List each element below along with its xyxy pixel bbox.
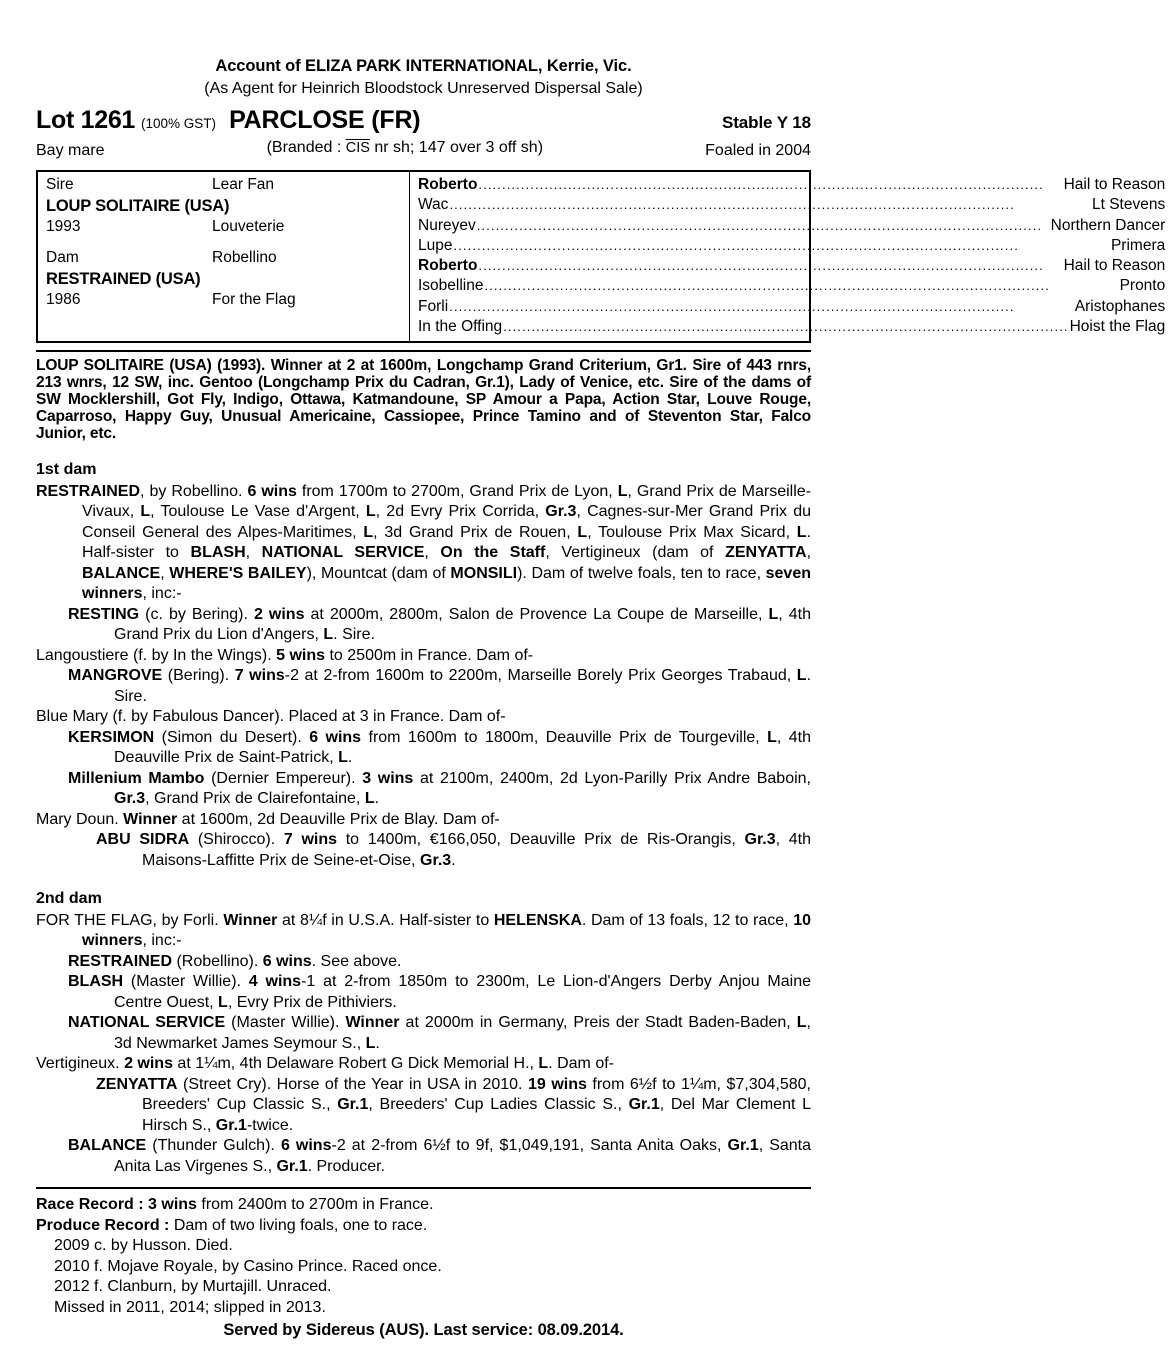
entry-text: , inc:- xyxy=(142,585,182,603)
dam-role-label: Dam xyxy=(46,249,79,266)
entry-text: (Bering). xyxy=(162,667,235,685)
entry-emphasis: RESTRAINED xyxy=(68,952,173,970)
entry-text: , by Robellino. xyxy=(140,482,248,500)
foal-line: 2010 f. Mojave Royale, by Casino Prince. Raced once. xyxy=(54,1257,442,1275)
brand-mark: $\overline{CIS}$ xyxy=(345,140,370,156)
entry-emphasis: ABU SIDRA xyxy=(96,831,190,849)
brand-prefix: (Branded : xyxy=(266,139,346,156)
entry-emphasis: L xyxy=(796,667,807,685)
entry-text: at 2000m in Germany, Preis der Stadt Baden-Baden, xyxy=(399,1014,797,1032)
pedigree-thirdgen-row xyxy=(418,216,1165,236)
entry-text: . xyxy=(347,749,353,767)
entry-emphasis: Gr.1 xyxy=(727,1137,759,1155)
dot-leader: ........................................................................................................................ xyxy=(449,298,1015,314)
pedigree-entry xyxy=(36,830,811,871)
lot-identity xyxy=(36,106,420,135)
thirdgen-sire-name: Lupe xyxy=(418,236,453,254)
pedigree-entry xyxy=(36,972,811,1013)
entry-text: . Dam of- xyxy=(548,1055,614,1073)
entry-emphasis: WHERE'S BAILEY xyxy=(169,564,307,582)
entry-text: , xyxy=(245,544,262,562)
entry-text: , xyxy=(806,544,812,562)
entry-emphasis: ZENYATTA xyxy=(96,1075,178,1093)
dot-leader: ........................................................................................................................ xyxy=(449,197,1015,213)
entry-text: at 1600m, 2d Deauville Prix de Blay. Dam of- xyxy=(177,810,500,828)
first-dam-body xyxy=(36,482,811,872)
entry-text: to 2500m in France. Dam of- xyxy=(325,646,534,664)
pedigree-entry xyxy=(36,728,811,769)
pedigree-entry xyxy=(36,1054,811,1075)
entry-text: Vertigineux. xyxy=(36,1055,125,1073)
pedigree-parents-column xyxy=(38,172,410,341)
entry-emphasis: L xyxy=(363,523,374,541)
entry-text: , 2d Evry Prix Corrida, xyxy=(375,503,546,521)
produce-record-label: Produce Record : xyxy=(36,1216,174,1234)
entry-text: . Sire. xyxy=(333,626,375,644)
entry-text: (Master Willie). xyxy=(225,1014,346,1032)
thirdgen-sire-name: Nureyev xyxy=(418,216,476,234)
entry-emphasis: L xyxy=(767,728,777,746)
thirdgen-dam-name: Northern Dancer xyxy=(1050,216,1166,234)
entry-text: -2 at 2-from 6½f to 9f, $1,049,191, Santa Anita Oaks, xyxy=(331,1137,728,1155)
entry-text: , Santa Anita Las Virgenes S., xyxy=(114,1137,812,1175)
sire-year: 1993 xyxy=(46,217,81,235)
foaled-year: Foaled in 2004 xyxy=(705,142,811,159)
pedigree-entry xyxy=(36,1136,811,1177)
entry-text: from 1600m to 1800m, Deauville Prix de Tourgeville, xyxy=(361,728,768,746)
entry-text: -twice. xyxy=(246,1116,294,1134)
dam-name: RESTRAINED (USA) xyxy=(46,269,201,288)
entry-emphasis: L xyxy=(796,523,807,541)
first-dam-heading: 1st dam xyxy=(36,461,97,479)
entry-emphasis: L xyxy=(364,790,375,808)
entry-emphasis: L xyxy=(338,749,348,767)
entry-emphasis: HELENSKA xyxy=(493,911,582,929)
entry-emphasis: L xyxy=(323,626,334,644)
dam-grandsire: Robellino xyxy=(212,249,277,266)
entry-emphasis: L xyxy=(218,993,228,1011)
entry-emphasis: 6 wins xyxy=(280,1137,332,1155)
entry-text: . Dam of 13 foals, 12 to race, xyxy=(581,911,794,929)
entry-emphasis: 6 wins xyxy=(247,482,297,500)
pedigree-thirdgen-row xyxy=(418,175,1165,195)
entry-text: ). Dam of twelve foals, ten to race, xyxy=(517,564,766,582)
entry-emphasis: 6 wins xyxy=(309,728,362,746)
entry-emphasis: Gr.3 xyxy=(114,790,146,808)
entry-text: , Vertigineux (dam of xyxy=(545,544,726,562)
produce-record-detail: Dam of two living foals, one to race. xyxy=(173,1216,428,1234)
pedigree-thirdgen-row xyxy=(418,195,1165,215)
entry-text: at 2100m, 2400m, 2d Lyon-Parilly Prix Andre Baboin, xyxy=(413,769,811,787)
pedigree-narrative xyxy=(36,460,811,1177)
dam-block xyxy=(46,248,409,310)
sire-role-label: Sire xyxy=(46,176,74,193)
pedigree-entry xyxy=(36,605,811,646)
entry-emphasis: Gr.3 xyxy=(420,851,452,869)
entry-text: -1 at 2-from 1850m to 2300m, Le Lion-d'Angers Derby Anjou Maine Centre Ouest, xyxy=(114,973,812,1011)
dam-role-line xyxy=(46,248,409,269)
pedigree-entry xyxy=(36,911,811,952)
entry-emphasis: L xyxy=(365,503,376,521)
entry-text: (Master Willie). xyxy=(123,973,249,991)
entry-text: . Producer. xyxy=(307,1157,385,1175)
entry-text: (Thunder Gulch). xyxy=(146,1137,281,1155)
sire-year-line xyxy=(46,217,409,238)
pedigree-spacer xyxy=(46,237,409,248)
entry-text: Langoustiere (f. by In the Wings). xyxy=(36,646,277,664)
entry-text: to 1400m, €166,050, Deauville Prix de Ris-Orangis, xyxy=(337,831,745,849)
produce-record-line xyxy=(36,1216,811,1237)
entry-text: (Shirocco). xyxy=(189,831,284,849)
served-line: Served by Sidereus (AUS). Last service: 08.09.2014. xyxy=(223,1321,624,1340)
entry-text: Blue Mary (f. by Fabulous Dancer). Placed at 3 in France. Dam of- xyxy=(36,708,506,726)
entry-emphasis: L xyxy=(140,503,151,521)
entry-emphasis: L xyxy=(365,1034,376,1052)
entry-emphasis: 3 wins xyxy=(362,769,414,787)
gst-note: (100% GST) xyxy=(141,116,217,131)
dam-year-line xyxy=(46,290,409,311)
thirdgen-sire-name: Isobelline xyxy=(418,277,484,295)
entry-text: . Half-sister to xyxy=(82,523,812,562)
entry-text: (Dernier Empereur). xyxy=(204,769,363,787)
entry-text: . See above. xyxy=(311,952,402,970)
pedigree-thirdgen-row xyxy=(418,276,1165,296)
thirdgen-dam-name: Aristophanes xyxy=(1074,297,1166,315)
pedigree-thirdgen-row xyxy=(418,297,1165,317)
entry-emphasis: MANGROVE xyxy=(68,667,163,685)
brand-description xyxy=(104,139,705,157)
pedigree-thirdgen-row xyxy=(418,236,1165,256)
second-dam-body xyxy=(36,911,811,1178)
entry-text: , Cagnes-sur-Mer Grand Prix du Conseil General des Alpes-Maritimes, xyxy=(82,503,812,541)
foal-line: 2009 c. by Husson. Died. xyxy=(54,1237,233,1255)
foal-list xyxy=(36,1236,811,1318)
entry-text: , 3d Grand Prix de Rouen, xyxy=(373,523,578,541)
sire-role-line xyxy=(46,175,409,196)
entry-text: -2 at 2-from 1600m to 2200m, Marseille Borely Prix Georges Trabaud, xyxy=(284,667,797,685)
entry-emphasis: MONSILI xyxy=(450,564,518,582)
entry-text: , 3d Newmarket James Seymour S., xyxy=(114,1014,811,1052)
sire-summary xyxy=(36,358,811,442)
entry-emphasis: NATIONAL SERVICE xyxy=(261,544,425,562)
records-section xyxy=(36,1195,811,1341)
entry-emphasis: Gr.3 xyxy=(744,831,776,849)
race-record-line xyxy=(36,1195,811,1216)
sire-name: LOUP SOLITAIRE (USA) xyxy=(46,196,230,215)
lot-number: Lot 1261 xyxy=(36,106,136,134)
entry-text: . xyxy=(451,851,456,869)
pedigree-entry xyxy=(36,952,811,973)
entry-emphasis: BLASH xyxy=(68,973,124,991)
dot-leader: ........................................................................................................................ xyxy=(476,217,1043,233)
entry-emphasis: NATIONAL SERVICE xyxy=(68,1014,226,1032)
entry-emphasis: Winner xyxy=(223,911,278,929)
pedigree-entry xyxy=(36,666,811,707)
entry-emphasis: L xyxy=(538,1055,549,1073)
description-row xyxy=(0,135,847,160)
entry-text: (Robellino). xyxy=(172,952,263,970)
entry-text: , inc:- xyxy=(142,932,182,950)
entry-text: FOR THE FLAG, by Forli. xyxy=(36,911,224,929)
race-record-wins: 3 wins xyxy=(148,1196,197,1214)
pedigree-thirdgen-row xyxy=(418,317,1165,337)
pedigree-entry xyxy=(36,1013,811,1054)
page-header xyxy=(0,0,847,100)
sire-summary-text: LOUP SOLITAIRE (USA) (1993). Winner at 2 at 1600m, Longchamp Grand Criterium, Gr1. Sire of 443 rnrs, 213 wnrs, 12 SW, inc. Gentoo (Longchamp Prix du Cadran, Gr.1), Lady of Venice, etc. Sire of the dams of SW Mocklershill, Got Fly, Indigo, Ottawa, Katmandoune, SP Amour a Papa, Action Star, Louve Rouge, Caparroso, Happy Guy, Unusual Americaine, Cassiopee, Prince Tamino and of Steventon Star, Falco Junior, etc. xyxy=(36,357,811,442)
brand-suffix: nr sh; 147 over 3 off sh) xyxy=(369,139,544,156)
entry-emphasis: ZENYATTA xyxy=(725,544,807,562)
entry-text: . Sire. xyxy=(114,667,812,705)
thirdgen-dam-name: Primera xyxy=(1110,236,1166,254)
entry-text: , xyxy=(424,544,441,562)
pedigree-entry xyxy=(36,646,811,667)
sire-granddam: Louveterie xyxy=(212,217,285,235)
dam-granddam: For the Flag xyxy=(212,290,296,308)
colour-sex: Bay mare xyxy=(36,142,105,159)
entry-text: . xyxy=(375,1034,380,1052)
agent-line: (As Agent for Heinrich Bloodstock Unreserved Dispersal Sale) xyxy=(204,80,643,97)
foal-line: 2012 f. Clanburn, by Murtajill. Unraced. xyxy=(54,1278,332,1296)
entry-emphasis: L xyxy=(796,1014,807,1032)
entry-text: , Toulouse Prix Max Sicard, xyxy=(587,523,797,541)
pedigree-entry xyxy=(36,482,811,605)
entry-emphasis: RESTING xyxy=(68,605,140,623)
entry-text: , Breeders' Cup Ladies Classic S., xyxy=(368,1096,629,1114)
entry-emphasis: KERSIMON xyxy=(68,728,155,746)
entry-text: at 1¼m, 4th Delaware Robert G Dick Memorial H., xyxy=(172,1055,539,1073)
divider-bottom xyxy=(36,1187,811,1189)
race-record-detail: from 2400m to 2700m in France. xyxy=(196,1196,434,1214)
thirdgen-sire-name: Roberto xyxy=(418,176,478,193)
entry-emphasis: RESTRAINED xyxy=(36,482,141,500)
entry-text: from 6½f to 1¼m, $7,304,580, Breeders' Cup Classic S., xyxy=(142,1075,811,1114)
entry-emphasis: Millenium Mambo xyxy=(68,769,205,787)
horse-name: PARCLOSE (FR) xyxy=(229,106,421,134)
thirdgen-dam-name: Hail to Reason xyxy=(1063,176,1166,193)
entry-emphasis: 10 winners xyxy=(82,911,812,950)
entry-emphasis: 2 wins xyxy=(253,605,305,623)
entry-emphasis: BLASH xyxy=(190,544,246,562)
entry-text: from 1700m to 2700m, Grand Prix de Lyon, xyxy=(296,482,618,500)
entry-emphasis: L xyxy=(768,605,779,623)
thirdgen-sire-name: In the Offing xyxy=(418,318,503,336)
account-line: Account of ELIZA PARK INTERNATIONAL, Kerrie, Vic. xyxy=(215,57,632,75)
entry-text: . xyxy=(374,790,380,808)
entry-text: at 8¼f in U.S.A. Half-sister to xyxy=(277,911,494,929)
entry-emphasis: seven winners xyxy=(82,564,811,603)
pedigree-thirdgen-row xyxy=(418,256,1165,276)
entry-emphasis: BALANCE xyxy=(68,1137,147,1155)
entry-text: , 4th Maisons-Laffitte Prix de Seine-et-Oise, xyxy=(142,831,812,869)
brand-wrap xyxy=(104,139,705,155)
entry-emphasis: Gr.1 xyxy=(337,1096,369,1114)
dot-leader: ........................................................................................................................ xyxy=(478,177,1044,192)
pedigree-entry xyxy=(36,1075,811,1137)
entry-emphasis: 4 wins xyxy=(248,973,302,991)
lot-row xyxy=(0,100,847,135)
entry-text: , xyxy=(160,564,170,582)
entry-emphasis: 7 wins xyxy=(283,831,338,849)
entry-text: Mary Doun. xyxy=(36,810,124,828)
sire-block xyxy=(46,175,409,237)
entry-emphasis: On the Staff xyxy=(440,544,546,562)
thirdgen-sire-name: Forli xyxy=(418,297,449,315)
entry-text: , 4th Grand Prix du Lion d'Angers, xyxy=(114,605,812,644)
dot-leader: ........................................................................................................................ xyxy=(478,258,1044,274)
thirdgen-dam-name: Hoist the Flag xyxy=(1069,318,1166,336)
pedigree-entry xyxy=(36,810,811,831)
pedigree-thirdgen-column xyxy=(410,172,1173,341)
entry-emphasis: 19 wins xyxy=(528,1075,587,1093)
thirdgen-sire-name: Wac xyxy=(418,196,449,214)
entry-emphasis: BALANCE xyxy=(82,564,161,582)
entry-text: (Street Cry). Horse of the Year in USA in 2010. xyxy=(177,1075,529,1093)
entry-text: , Toulouse Le Vase d'Argent, xyxy=(150,503,366,521)
thirdgen-dam-name: Hail to Reason xyxy=(1063,257,1166,275)
entry-text: , Del Mar Clement L Hirsch S., xyxy=(142,1096,811,1134)
entry-emphasis: Gr.3 xyxy=(545,503,577,521)
entry-emphasis: Winner xyxy=(123,810,178,828)
entry-text: (c. by Bering). xyxy=(139,605,254,623)
dot-leader: ........................................................................................................................ xyxy=(503,319,1069,335)
entry-emphasis: 2 wins xyxy=(124,1055,173,1073)
race-record-label: Race Record : xyxy=(36,1196,149,1214)
divider-top xyxy=(36,350,811,352)
dot-leader: ........................................................................................................................ xyxy=(453,237,1019,253)
entry-emphasis: 5 wins xyxy=(276,646,326,664)
dam-year: 1986 xyxy=(46,290,81,308)
stable-label: Stable Y 18 xyxy=(722,113,811,132)
pedigree-entry xyxy=(36,769,811,810)
entry-emphasis: L xyxy=(617,482,628,500)
entry-emphasis: Gr.1 xyxy=(276,1157,308,1175)
entry-text: , 4th Deauville Prix de Saint-Patrick, xyxy=(114,728,812,767)
entry-emphasis: Gr.1 xyxy=(628,1096,660,1114)
second-dam-heading: 2nd dam xyxy=(36,890,102,908)
dot-leader: ........................................................................................................................ xyxy=(484,278,1050,294)
pedigree-table xyxy=(36,170,1166,343)
sire-grandsire: Lear Fan xyxy=(212,176,275,193)
entry-emphasis: 7 wins xyxy=(234,667,285,685)
foal-line: Missed in 2011, 2014; slipped in 2013. xyxy=(54,1298,326,1316)
entry-text: , Grand Prix de Marseille-Vivaux, xyxy=(82,482,812,521)
pedigree-entry xyxy=(36,707,811,728)
entry-text: ), Mountcat (dam of xyxy=(306,564,451,582)
thirdgen-sire-name: Roberto xyxy=(418,257,478,275)
entry-emphasis: Gr.1 xyxy=(215,1116,247,1134)
entry-emphasis: 6 wins xyxy=(262,952,312,970)
entry-emphasis: L xyxy=(577,523,588,541)
thirdgen-dam-name: Pronto xyxy=(1119,277,1166,295)
entry-text: (Simon du Desert). xyxy=(154,728,310,746)
thirdgen-dam-name: Lt Stevens xyxy=(1091,196,1166,214)
entry-text: at 2000m, 2800m, Salon de Provence La Coupe de Marseille, xyxy=(304,605,769,623)
entry-text: , Evry Prix de Pithiviers. xyxy=(227,993,397,1011)
entry-text: , Grand Prix de Clairefontaine, xyxy=(145,790,365,808)
entry-emphasis: Winner xyxy=(345,1014,400,1032)
